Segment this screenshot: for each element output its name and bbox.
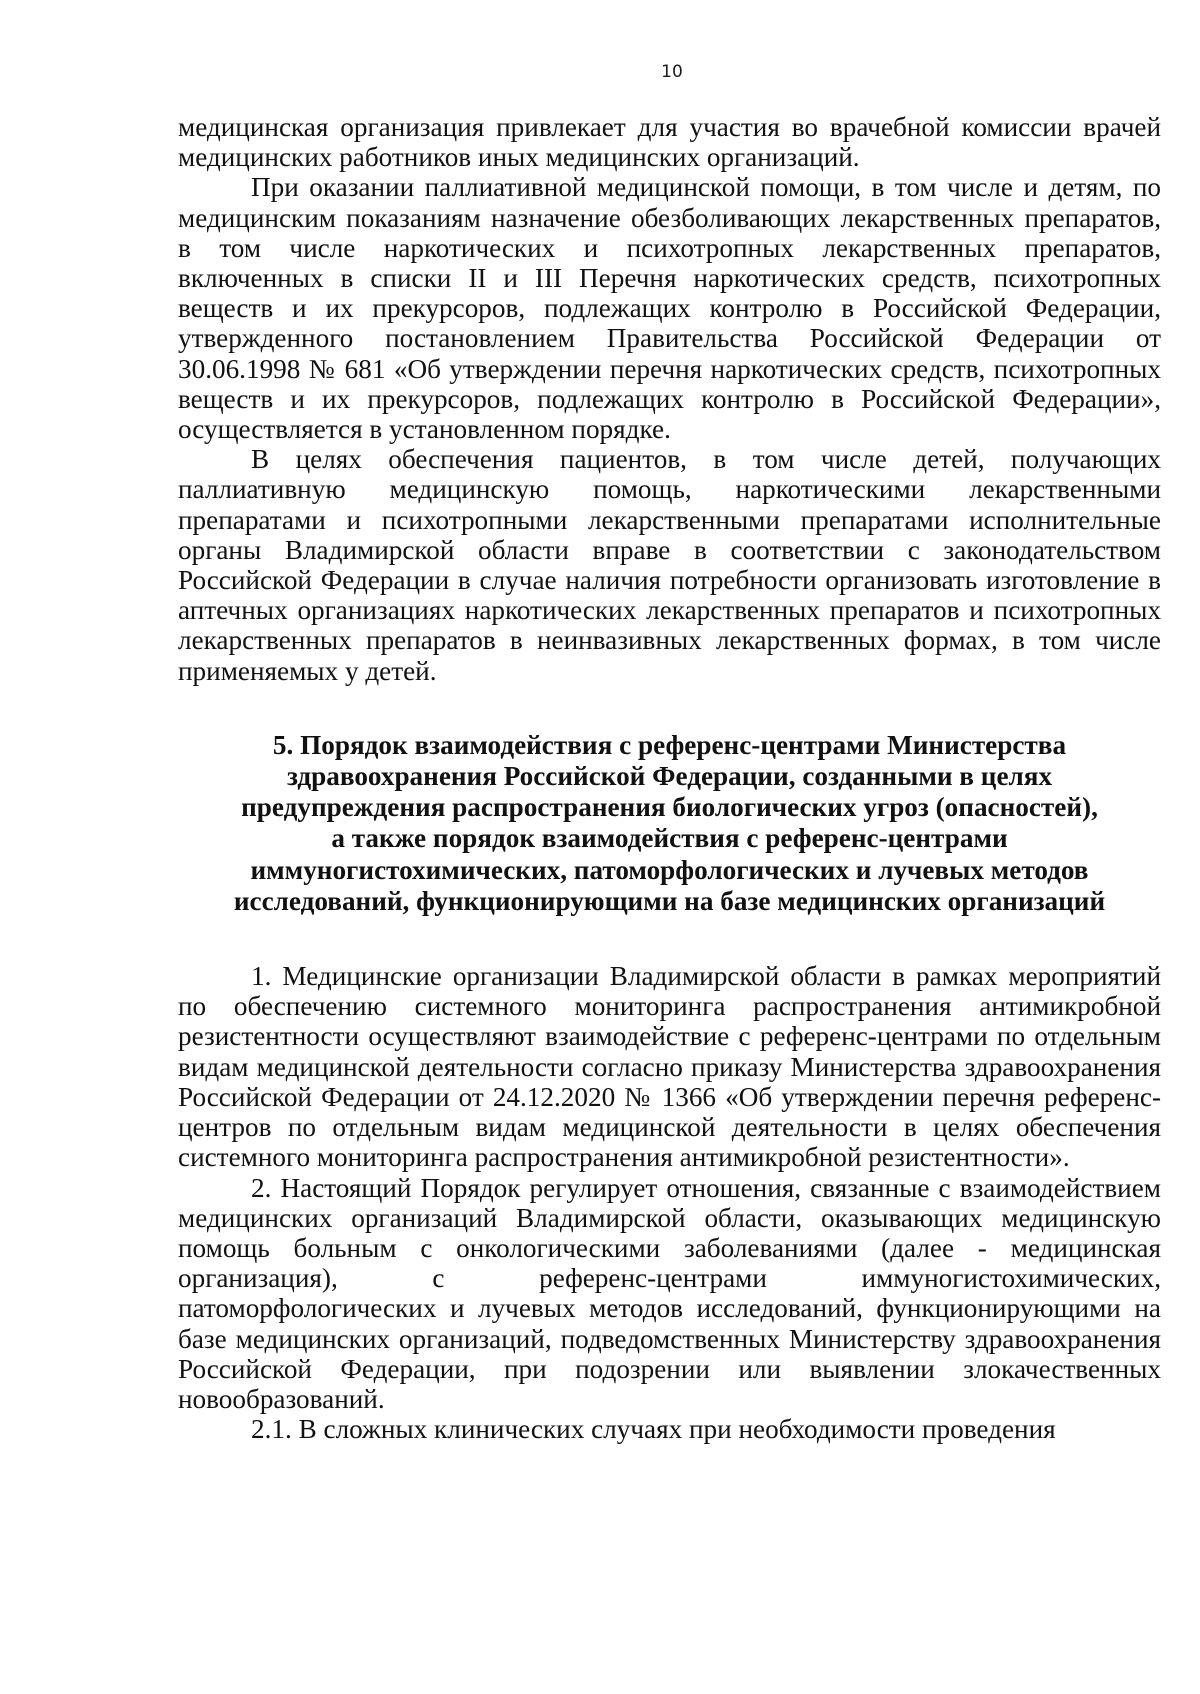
section-heading-line: здравоохранения Российской Федерации, созданными в целях	[286, 761, 1053, 792]
section-heading-line: предупреждения распространения биологических угроз (опасностей),	[241, 792, 1098, 823]
paragraph-commission-continuation: медицинская организация привлекает для участия во врачебной комиссии врачей медицинских работников иных медицинских организаций.	[178, 112, 1161, 173]
section-5-item-1: 1. Медицинские организации Владимирской области в рамках мероприятий по обеспечению системного мониторинга распространения антимикробной резистентности осуществляют взаимодействие с референс-центрами по отдельным видам медицинской деятельности согласно приказу Министерства здравоохранения Российской Федерации от 24.12.2020 № 1366 «Об утверждении перечня референс-центров по отдельным видам медицинской деятельности в целях обеспечения системного мониторинга распространения антимикробной резистентности».	[178, 961, 1161, 1173]
section-heading-line: иммуногистохимических, патоморфологических и лучевых методов	[250, 854, 1089, 885]
section-5-item-2: 2. Настоящий Порядок регулирует отношения, связанные с взаимодействием медицинских организаций Владимирской области, оказывающих медицинскую помощь больным с онкологическими заболеваниями (далее - медицинская организация), с референс-центрами иммуногистохимических, патоморфологических и лучевых методов исследований, функционирующими на базе медицинских организаций, подведомственных Министерству здравоохранения Российской Федерации, при подозрении или выявлении злокачественных новообразований.	[178, 1172, 1161, 1414]
document-body	[178, 112, 1161, 1444]
paragraph-narcotic-manufacturing: В целях обеспечения пациентов, в том числе детей, получающих паллиативную медицинскую помощь, наркотическими лекарственными препаратами и психотропными лекарственными препаратами исполнительные органы Владимирской области вправе в соответствии с законодательством Российской Федерации в случае наличия потребности организовать изготовление в аптечных организациях наркотических лекарственных препаратов и психотропных лекарственных препаратов в неинвазивных лекарственных формах, в том числе применяемых у детей.	[178, 444, 1161, 686]
section-heading-line: а также порядок взаимодействия с референс-центрами	[331, 823, 1008, 854]
section-5-heading	[178, 730, 1161, 917]
section-heading-line: 5. Порядок взаимодействия с референс-центрами Министерства	[272, 729, 1067, 760]
page-number: 10	[661, 62, 683, 82]
paragraph-palliative-prescription: При оказании паллиативной медицинской помощи, в том числе и детям, по медицинским показаниям назначение обезболивающих лекарственных препаратов, в том числе наркотических и психотропных лекарственных препаратов, включенных в списки II и III Перечня наркотических средств, психотропных веществ и их прекурсоров, подлежащих контролю в Российской Федерации, утвержденного постановлением Правительства Российской Федерации от 30.06.1998 № 681 «Об утверждении перечня наркотических средств, психотропных веществ и их прекурсоров, подлежащих контролю в Российской Федерации», осуществляется в установленном порядке.	[178, 172, 1161, 445]
section-heading-line: исследований, функционирующими на базе медицинских организаций	[233, 885, 1106, 916]
section-5-item-2-1: 2.1. В сложных клинических случаях при необходимости проведения	[251, 1414, 1056, 1445]
